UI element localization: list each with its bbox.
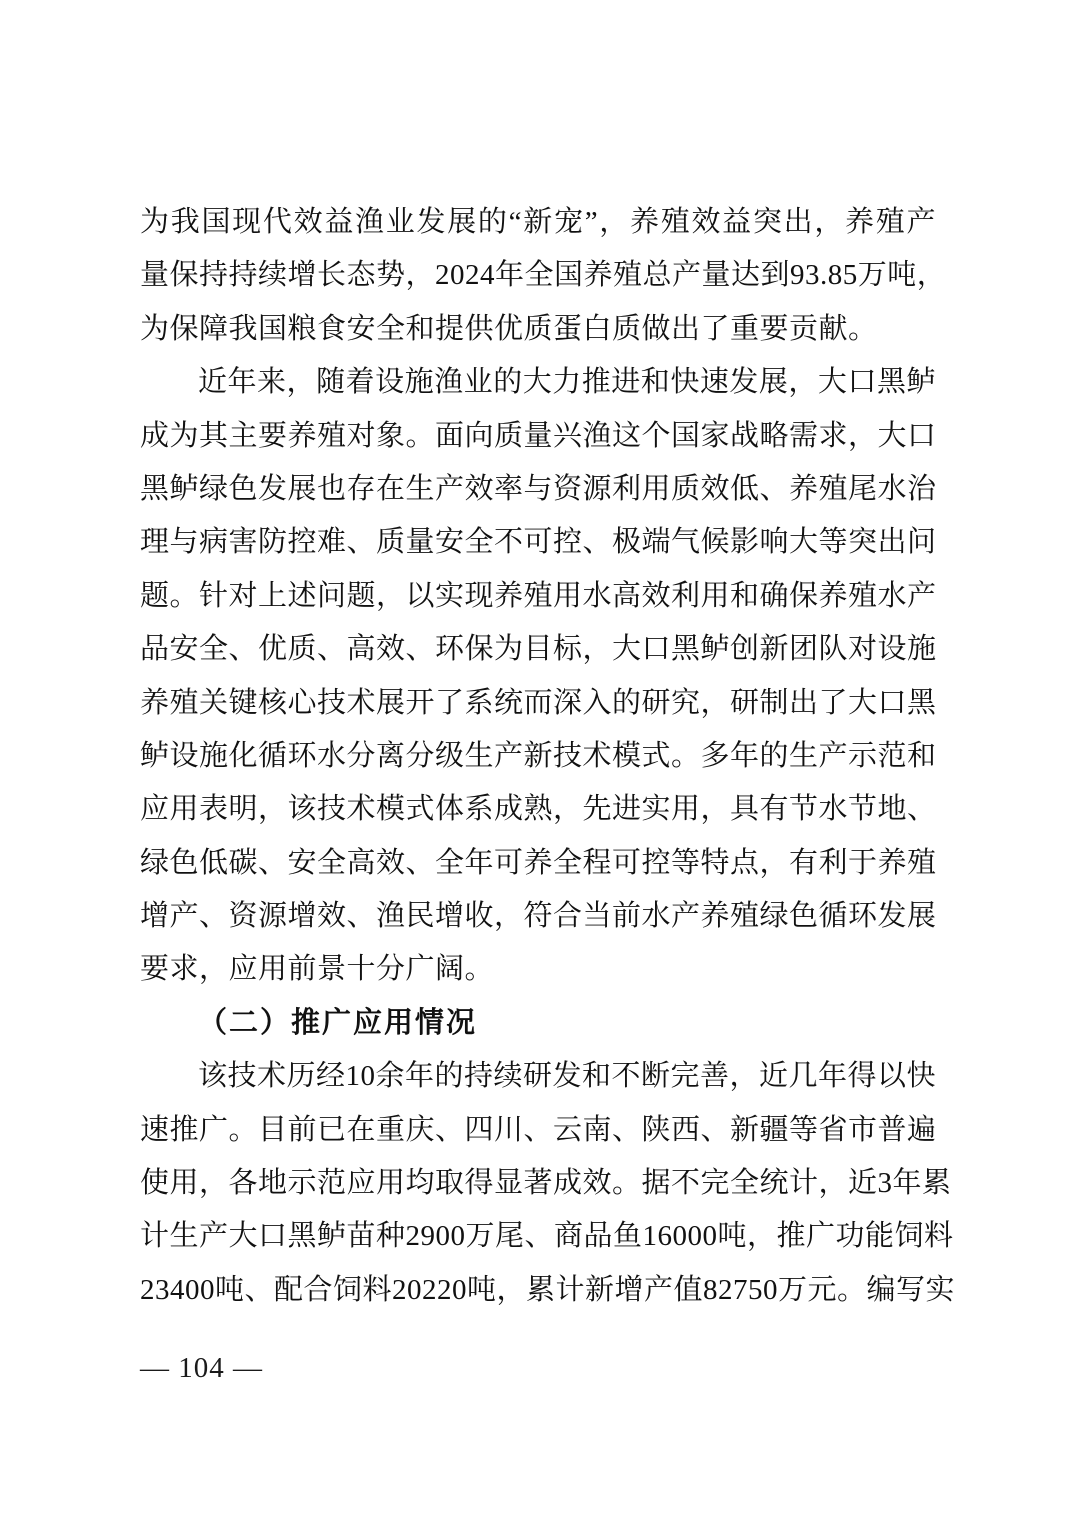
- text-block: [140, 196, 956, 1317]
- paragraph-line: 量保持持续增长态势，2024年全国养殖总产量达到93.85万吨，: [140, 259, 947, 292]
- paragraph-line: 该技术历经10余年的持续研发和不断完善，近几年得以快: [198, 1060, 937, 1093]
- paragraph-line: 养殖关键核心技术展开了系统而深入的研究，研制出了大口黑: [140, 686, 937, 719]
- paragraph-line: 成为其主要养殖对象。面向质量兴渔这个国家战略需求，大口: [140, 419, 937, 452]
- paragraph-line: 理与病害防控难、质量安全不可控、极端气候影响大等突出问: [140, 526, 937, 559]
- paragraph-line: 使用，各地示范应用均取得显著成效。据不完全统计，近3年累: [140, 1167, 952, 1200]
- paragraph-line: 要求，应用前景十分广阔。: [140, 953, 495, 986]
- paragraph-line: 计生产大口黑鲈苗种2900万尾、商品鱼16000吨，推广功能饲料: [140, 1220, 954, 1253]
- paragraph-line: 题。针对上述问题，以实现养殖用水高效利用和确保养殖水产: [140, 579, 937, 612]
- paragraph-line: 近年来，随着设施渔业的大力推进和快速发展，大口黑鲈: [198, 366, 936, 399]
- paragraph-line: 绿色低碳、安全高效、全年可养全程可控等特点，有利于养殖: [140, 846, 937, 879]
- page-number: — 104 —: [140, 1352, 263, 1384]
- paragraph-line: 黑鲈绿色发展也存在生产效率与资源利用质效低、养殖尾水治: [140, 472, 937, 505]
- section-heading: （二）推广应用情况: [198, 1006, 478, 1039]
- paragraph-line: 速推广。目前已在重庆、四川、云南、陕西、新疆等省市普遍: [140, 1113, 937, 1146]
- paragraph-line: 应用表明，该技术模式体系成熟，先进实用，具有节水节地、: [140, 793, 937, 826]
- paragraph-line: 23400吨、配合饲料20220吨，累计新增产值82750万元。编写实: [140, 1273, 956, 1306]
- paragraph-line: 为我国现代效益渔业发展的“新宠”，养殖效益突出，养殖产: [140, 206, 936, 238]
- paragraph-line: 品安全、优质、高效、环保为目标，大口黑鲈创新团队对设施: [140, 633, 937, 666]
- paragraph-line: 为保障我国粮食安全和提供优质蛋白质做出了重要贡献。: [140, 312, 878, 345]
- paragraph-line: 增产、资源增效、渔民增收，符合当前水产养殖绿色循环发展: [140, 900, 937, 933]
- paragraph-line: 鲈设施化循环水分离分级生产新技术模式。多年的生产示范和: [140, 739, 937, 772]
